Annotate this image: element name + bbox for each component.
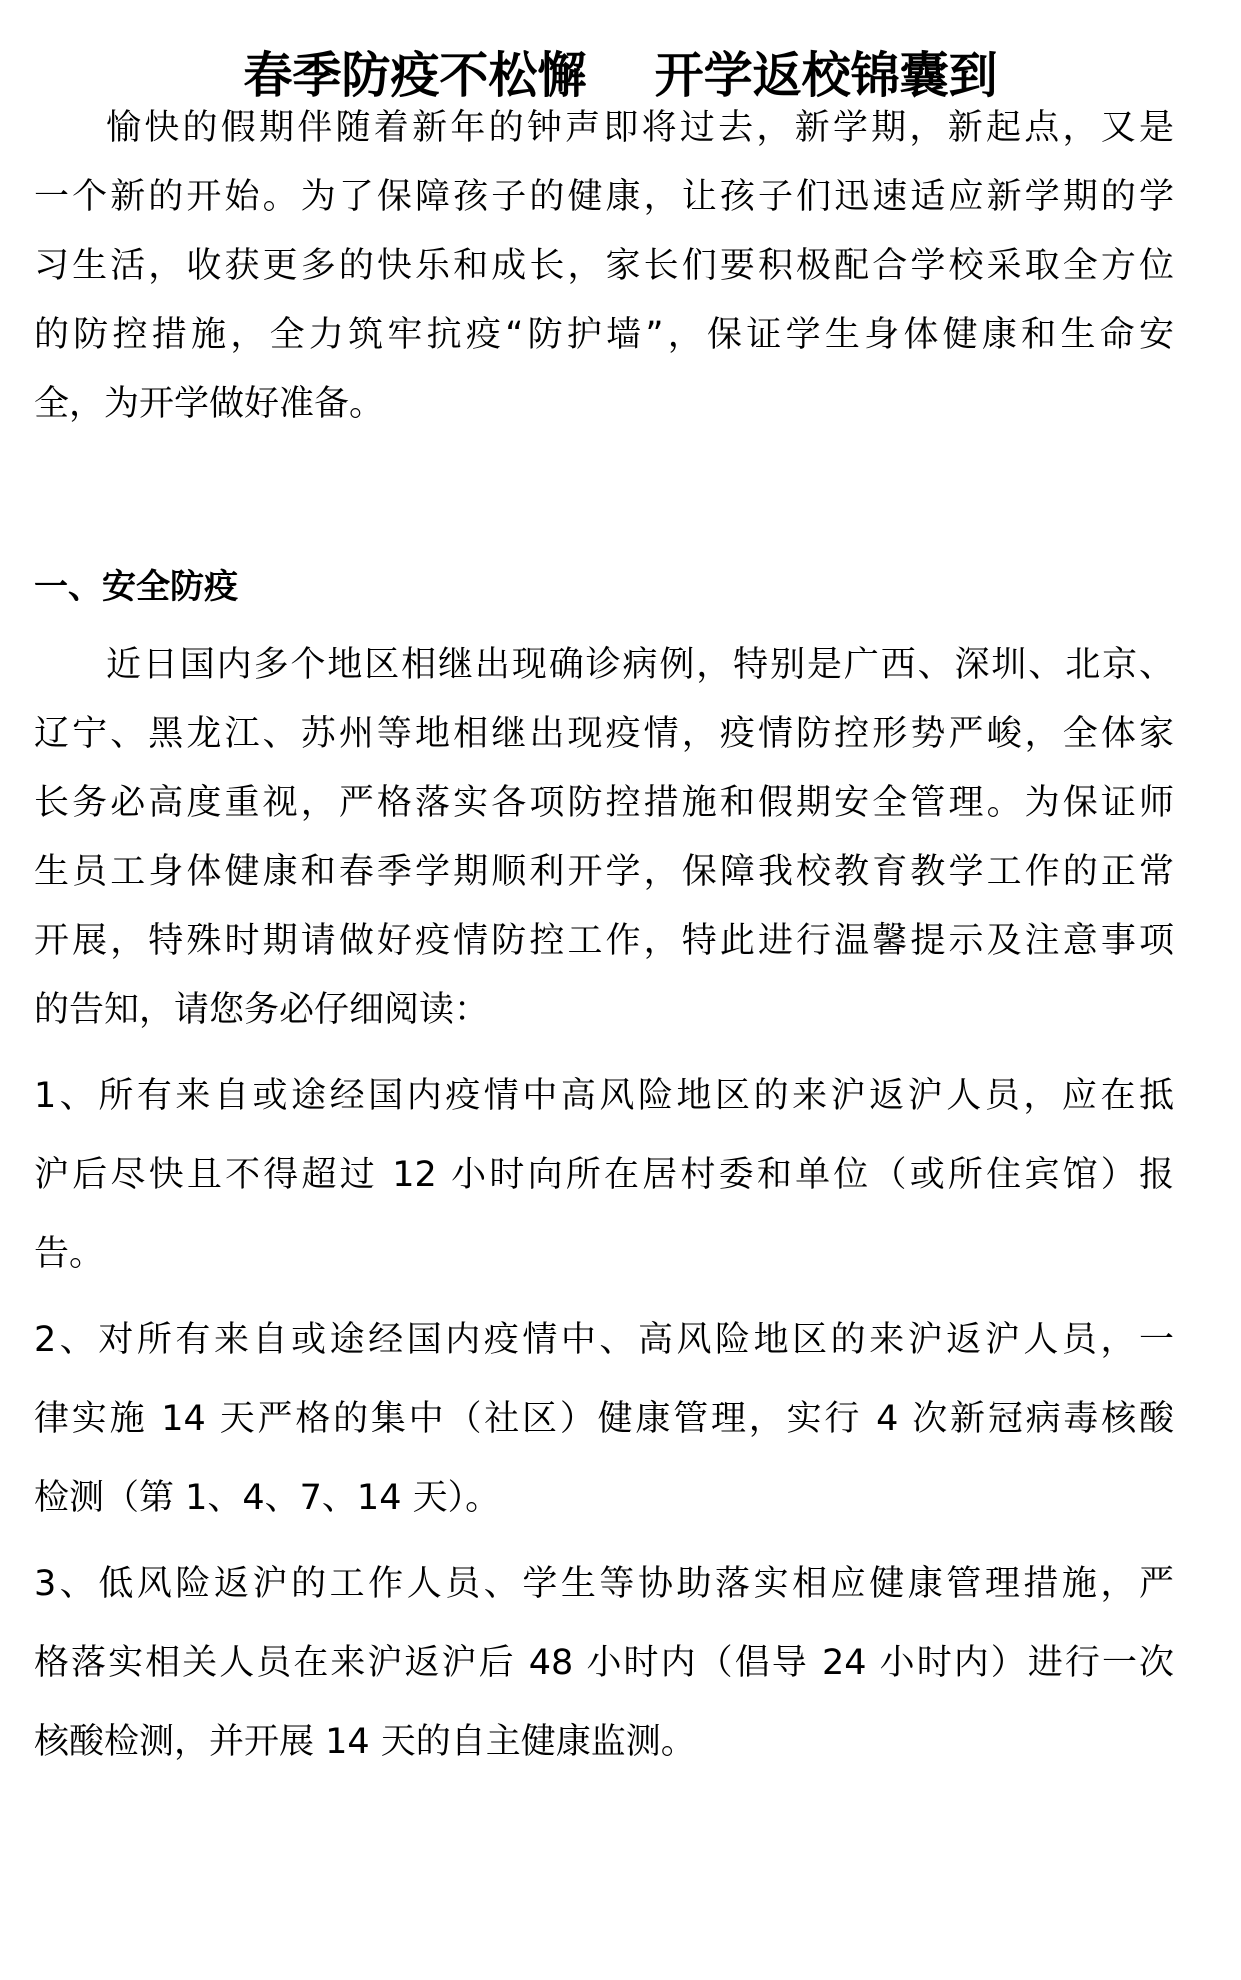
section-paragraph-line-1: 近日国内多个地区相继出现确诊病例，特别是广西、深圳、北京、: [106, 645, 1174, 685]
intro-line-2: 一个新的开始。为了保障孩子的健康，让孩子们迅速适应新学期的学: [34, 177, 1174, 217]
section-paragraph-line-6: 的告知，请您务必仔细阅读：: [34, 990, 490, 1030]
intro-line-5: 全，为开学做好准备。: [34, 384, 385, 424]
section-paragraph-line-3: 长务必高度重视，严格落实各项防控措施和假期安全管理。为保证师: [34, 783, 1174, 823]
item-2-line-2: 律实施 14 天严格的集中（社区）健康管理，实行 4 次新冠病毒核酸: [34, 1399, 1174, 1439]
section-paragraph-line-5: 开展，特殊时期请做好疫情防控工作，特此进行温馨提示及注意事项: [34, 921, 1174, 961]
section-paragraph-line-4: 生员工身体健康和春季学期顺利开学，保障我校教育教学工作的正常: [34, 852, 1174, 892]
item-3-line-2: 格落实相关人员在来沪返沪后 48 小时内（倡导 24 小时内）进行一次: [34, 1643, 1174, 1683]
intro-line-3: 习生活，收获更多的快乐和成长，家长们要积极配合学校采取全方位: [34, 246, 1174, 286]
item-2-line-3: 检测（第 1、4、7、14 天）。: [34, 1478, 501, 1518]
item-1-line-2: 沪后尽快且不得超过 12 小时向所在居村委和单位（或所住宾馆）报: [34, 1155, 1174, 1195]
section-heading: 一、安全防疫: [34, 567, 238, 607]
section-paragraph-line-2: 辽宁、黑龙江、苏州等地相继出现疫情，疫情防控形势严峻，全体家: [34, 714, 1174, 754]
item-3-line-3: 核酸检测，并开展 14 天的自主健康监测。: [34, 1722, 696, 1762]
item-2-line-1: 2、对所有来自或途经国内疫情中、高风险地区的来沪返沪人员，一: [34, 1320, 1174, 1360]
intro-line-4: 的防控措施，全力筑牢抗疫“防护墙”，保证学生身体健康和生命安: [34, 315, 1174, 355]
item-1-line-1: 1、所有来自或途经国内疫情中高风险地区的来沪返沪人员，应在抵: [34, 1076, 1174, 1116]
document-title: 春季防疫不松懈 开学返校锦囊到: [243, 47, 998, 104]
item-1-line-3: 告。: [34, 1234, 105, 1274]
item-3-line-1: 3、低风险返沪的工作人员、学生等协助落实相应健康管理措施，严: [34, 1564, 1174, 1604]
intro-line-1: 愉快的假期伴随着新年的钟声即将过去，新学期，新起点，又是: [106, 108, 1174, 148]
